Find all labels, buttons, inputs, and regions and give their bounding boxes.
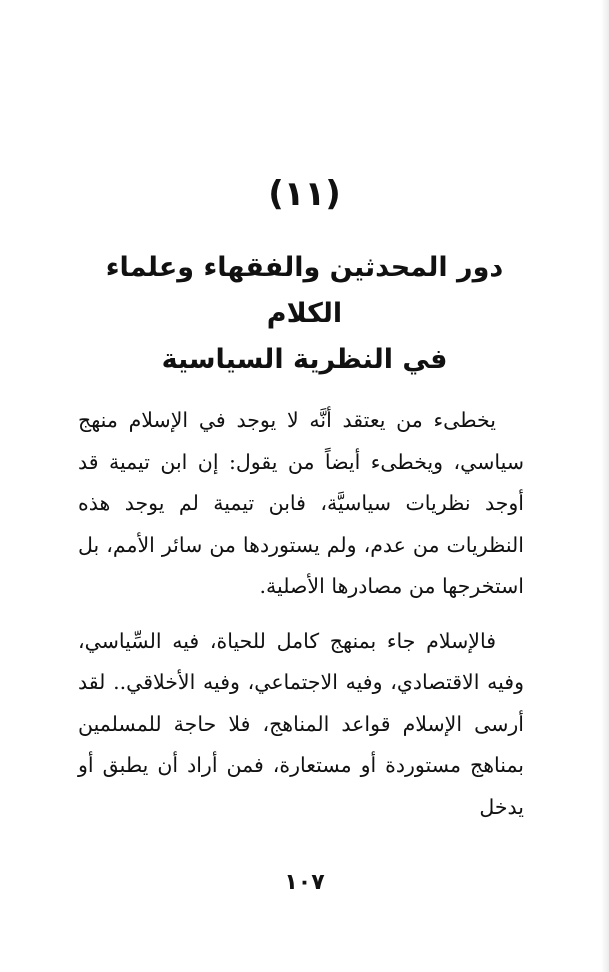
chapter-title-line-3: في النظرية السياسية [161,344,448,375]
chapter-title-line-2: الكلام [266,298,343,329]
paragraph-1: يخطىء من يعتقد أنَّه لا يوجد في الإسلام منهج سياسي، ويخطىء أيضاً من يقول: إن ابن تيمية قد أوجد نظريات سياسيَّة، فابن تيمية لم يوجد هذه النظريات من عدم، ولم يستوردها من سائر الأمم، بل استخرجها من مصادرها الأصلية. [78,408,524,598]
chapter-title [0,245,609,383]
page-edge-shadow [601,0,609,972]
paragraph-2: فالإسلام جاء بمنهج كامل للحياة، فيه السِّياسي، وفيه الاقتصادي، وفيه الاجتماعي، وفيه الأخلاقي.. لقد أرسى الإسلام قواعد المناهج، فلا حاجة للمسلمين بمناهج مستوردة أو مستعارة، فمن أراد أن يطبق أو يدخل [78,628,524,819]
page-number: ١٠٧ [284,870,325,895]
body-text [78,400,524,828]
chapter-title-line-1: دور المحدثين والفقهاء وعلماء [105,252,504,283]
chapter-number: (١١) [268,174,341,214]
